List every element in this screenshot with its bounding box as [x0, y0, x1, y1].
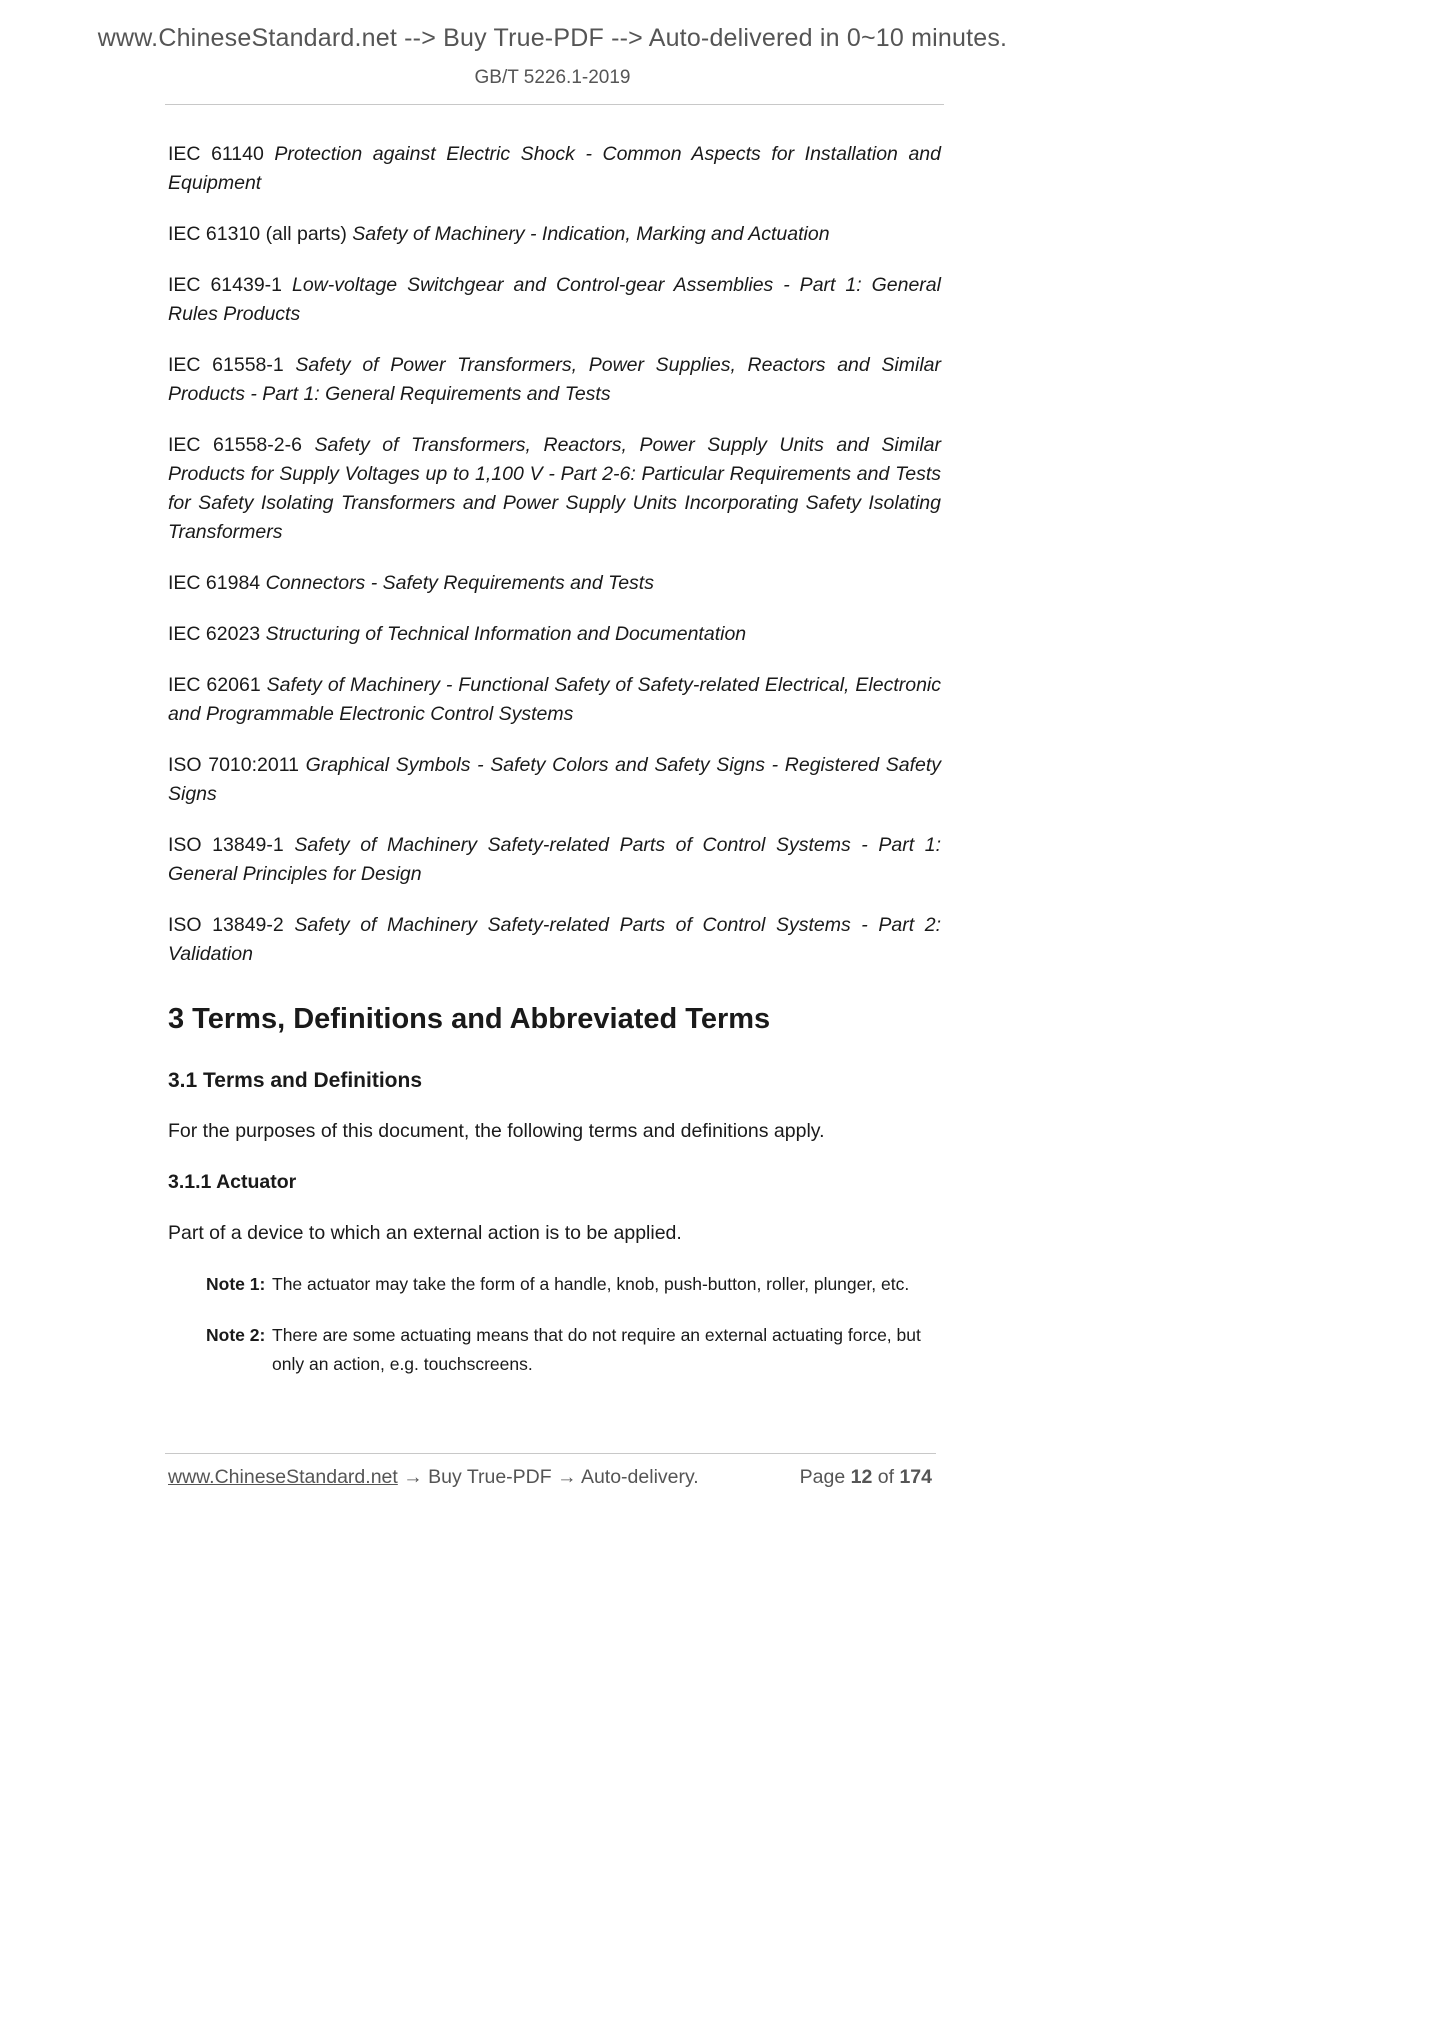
note-label: Note 2:	[206, 1325, 266, 1345]
note-text: There are some actuating means that do not require an external actuating force, but only an action, e.g. touchscreens.	[272, 1325, 921, 1374]
reference-title: Safety of Machinery - Indication, Marking and Actuation	[352, 223, 830, 245]
note-text: The actuator may take the form of a handle, knob, push-button, roller, plunger, etc.	[272, 1274, 910, 1294]
reference-code: ISO 13849-2	[168, 914, 284, 936]
reference-title: Safety of Machinery Safety-related Parts of Control Systems - Part 2: Validation	[168, 914, 941, 965]
header-banner: www.ChineseStandard.net --> Buy True-PDF --> Auto-delivered in 0~10 minutes.	[97, 24, 1008, 52]
reference-item	[168, 220, 941, 249]
note-1	[206, 1270, 941, 1299]
reference-code: IEC 61310 (all parts)	[168, 223, 347, 245]
reference-item	[168, 271, 941, 329]
page-number: 12	[850, 1466, 873, 1488]
reference-item	[168, 671, 941, 729]
reference-item	[168, 140, 941, 198]
reference-item	[168, 351, 941, 409]
reference-code: ISO 7010:2011	[168, 754, 299, 776]
reference-code: IEC 61439-1	[168, 274, 283, 296]
document-id: GB/T 5226.1-2019	[474, 67, 631, 88]
reference-code: IEC 62061	[168, 674, 261, 696]
footer	[168, 1466, 936, 1489]
of-word: of	[877, 1466, 895, 1488]
footer-link[interactable]: www.ChineseStandard.net	[168, 1466, 398, 1488]
note-2	[206, 1321, 941, 1379]
reference-item	[168, 569, 941, 598]
term-notes	[206, 1270, 941, 1379]
page-content	[168, 140, 941, 1379]
reference-item	[168, 911, 941, 969]
term-definition: Part of a device to which an external action is to be applied.	[168, 1222, 682, 1244]
reference-title: Safety of Machinery - Functional Safety of Safety-related Electrical, Electronic and Programmable Electronic Control Systems	[168, 674, 941, 725]
page-indicator	[800, 1466, 932, 1489]
reference-code: IEC 61558-2-6	[168, 434, 302, 456]
reference-code: IEC 61558-1	[168, 354, 284, 376]
reference-title: Safety of Machinery Safety-related Parts of Control Systems - Part 1: General Principles for Design	[168, 834, 941, 885]
reference-title: Protection against Electric Shock - Common Aspects for Installation and Equipment	[168, 143, 941, 194]
reference-title: Low-voltage Switchgear and Control-gear Assemblies - Part 1: General Rules Products	[168, 274, 941, 325]
header-divider	[165, 104, 944, 105]
reference-code: IEC 62023	[168, 623, 261, 645]
reference-title: Safety of Transformers, Reactors, Power Supply Units and Similar Products for Supply Voltages up to 1,100 V - Part 2-6: Particular Requirements and Tests for Safety Isolating Transformers and Power Supply Units Incorporating Safety Isolating Transformers	[168, 434, 941, 543]
section-heading: 3 Terms, Definitions and Abbreviated Terms	[168, 1003, 771, 1035]
note-label: Note 1:	[206, 1274, 266, 1294]
reference-item	[168, 620, 941, 649]
term-heading: 3.1.1 Actuator	[168, 1171, 297, 1193]
reference-item	[168, 831, 941, 889]
reference-code: IEC 61140	[168, 143, 264, 165]
subsection-heading: 3.1 Terms and Definitions	[168, 1069, 422, 1092]
reference-title: Structuring of Technical Information and Documentation	[265, 623, 747, 645]
reference-title: Connectors - Safety Requirements and Tests	[265, 572, 654, 594]
section-intro: For the purposes of this document, the following terms and definitions apply.	[168, 1120, 825, 1142]
page-total: 174	[899, 1466, 932, 1488]
reference-title: Graphical Symbols - Safety Colors and Safety Signs - Registered Safety Signs	[168, 754, 941, 805]
reference-code: IEC 61984	[168, 572, 261, 594]
normative-references-list	[168, 140, 941, 969]
page-word: Page	[799, 1466, 846, 1488]
reference-item	[168, 751, 941, 809]
reference-item	[168, 431, 941, 547]
reference-code: ISO 13849-1	[168, 834, 284, 856]
footer-tail: → Buy True-PDF → Auto-delivery.	[397, 1466, 699, 1488]
reference-title: Safety of Power Transformers, Power Supplies, Reactors and Similar Products - Part 1: General Requirements and Tests	[168, 354, 941, 405]
footer-divider	[165, 1453, 936, 1454]
